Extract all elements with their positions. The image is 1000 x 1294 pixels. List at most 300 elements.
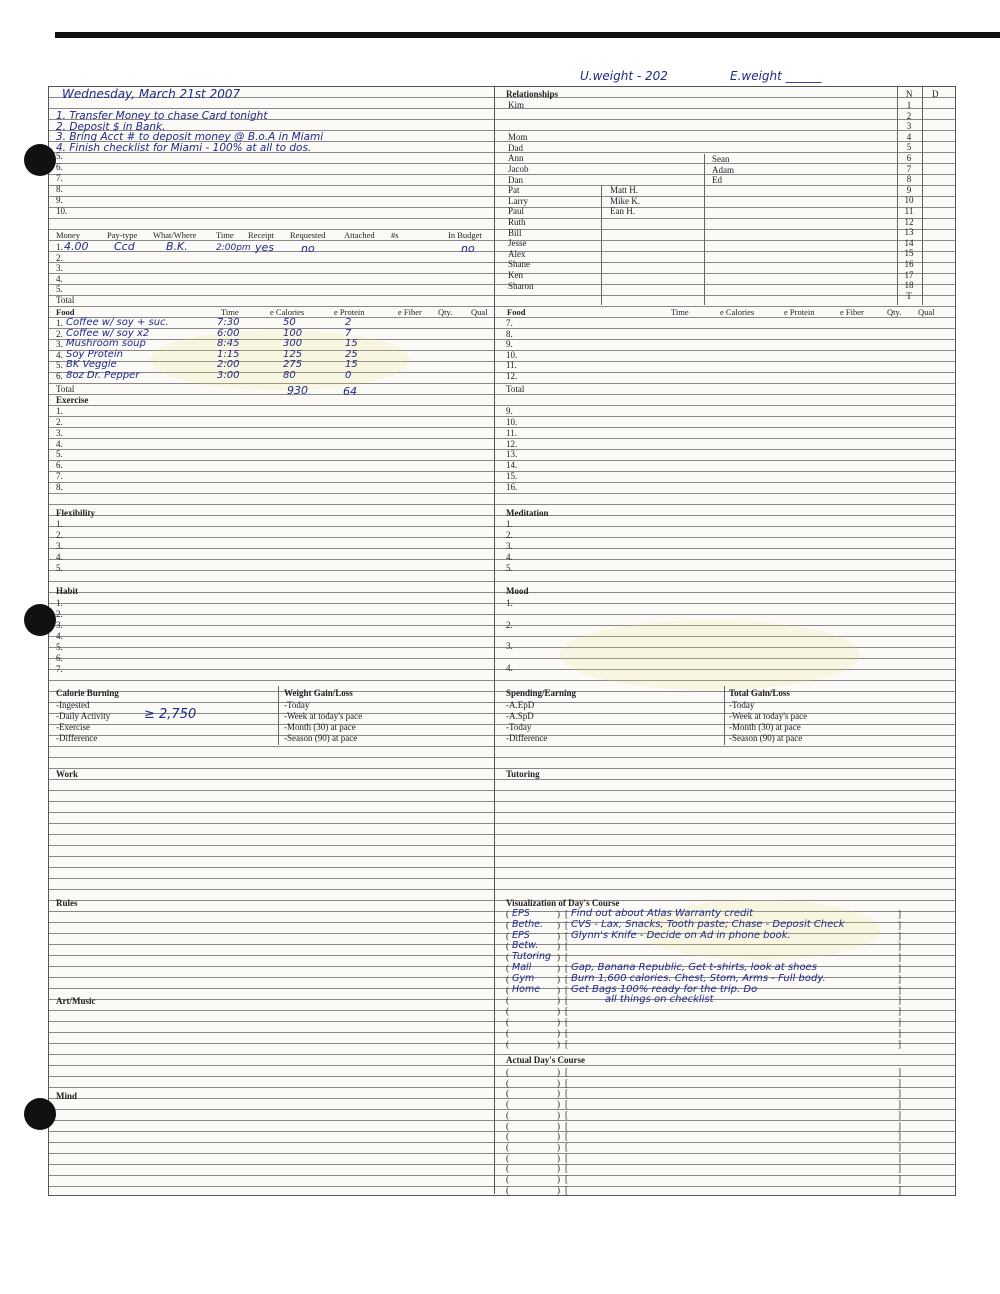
paren-open: (: [506, 919, 509, 930]
bracket-close: ]: [898, 973, 901, 984]
food-header: e Calories: [720, 307, 755, 317]
viz-text: Burn 1,600 calories. Chest, Stom, Arms - Full body.: [571, 972, 826, 984]
bracket-close: ]: [898, 1006, 901, 1017]
viz-text: Find out about Atlas Warranty credit: [571, 908, 754, 919]
bracket-open: [: [565, 1067, 568, 1077]
contact-number: 1: [906, 100, 912, 110]
contact-name: Matt H.: [610, 185, 638, 195]
bracket-close: ]: [898, 909, 901, 919]
bracket-open: [: [565, 930, 568, 941]
food-header: e Protein: [334, 307, 365, 317]
money-header: What/Where: [153, 230, 197, 240]
paren-close: ): [557, 919, 560, 930]
habit-row: 2.: [56, 609, 63, 619]
viz-place: Betw.: [512, 940, 539, 952]
meditation-row: 5.: [506, 562, 513, 573]
food-time: 3:00: [217, 370, 240, 381]
bracket-close: ]: [898, 984, 901, 995]
flexibility-row: 4.: [56, 551, 63, 562]
contact-name: Dad: [508, 142, 523, 153]
spending-row: -Difference: [506, 733, 548, 743]
exercise-row: 5.: [56, 449, 63, 460]
food-row: 5.: [56, 360, 63, 371]
contact-number: 13: [904, 227, 914, 238]
money-amount: 4.00: [64, 240, 89, 253]
exercise-row: 12.: [506, 438, 518, 449]
paren-close: ): [557, 1088, 560, 1099]
contact-number: 17: [904, 269, 914, 280]
bracket-close: ]: [898, 1141, 901, 1152]
paper-stain: [560, 620, 860, 690]
paren-close: ): [557, 1067, 560, 1077]
money-header: #s: [391, 230, 399, 240]
bracket-open: [: [565, 1038, 568, 1049]
food-time: 7:30: [217, 317, 240, 328]
exercise-row: 16.: [506, 481, 518, 492]
money-row: 2.: [56, 252, 63, 263]
paren-close: ): [557, 1077, 560, 1088]
food-total: Total: [56, 384, 75, 394]
bracket-close: ]: [898, 995, 901, 1006]
paren-open: (: [506, 1027, 509, 1038]
food-item: Coffee w/ soy x2: [66, 327, 150, 339]
total-gain-row: -Week at today's pace: [729, 711, 808, 721]
paper-stain: [150, 327, 410, 390]
weight-row: -Week at today's pace: [284, 711, 363, 721]
paren-open: (: [506, 984, 509, 995]
total-gain-row: -Today: [729, 700, 755, 710]
food-time: 1:15: [217, 348, 240, 360]
e-weight: E.weight ______: [730, 69, 822, 83]
contact-name: Ken: [508, 270, 523, 280]
viz-place: EPS: [512, 929, 530, 941]
food-protein: 7: [345, 327, 352, 339]
weight-row: -Month (30) at pace: [284, 722, 356, 732]
money-receipt: yes: [255, 241, 275, 254]
money-where: B.K.: [166, 240, 188, 253]
food-total: Total: [506, 384, 525, 394]
money-row: 1.: [56, 242, 63, 252]
exercise-row: 14.: [506, 460, 518, 471]
exercise-row: 11.: [506, 427, 517, 438]
bracket-close: ]: [898, 1088, 901, 1099]
paren-open: (: [506, 1017, 509, 1027]
paren-open: (: [506, 1141, 509, 1152]
bracket-open: [: [565, 952, 568, 963]
paren-close: ): [557, 1017, 560, 1027]
weight-row: -Today: [284, 700, 310, 710]
food-row: 3.: [56, 339, 63, 350]
bracket-close: ]: [898, 1038, 901, 1049]
actual-title: Actual Day's Course: [506, 1055, 585, 1065]
bracket-open: [: [565, 984, 568, 995]
food-item: Mushroom soup: [66, 338, 146, 350]
task-item: 10.: [56, 205, 68, 216]
bracket-close: ]: [898, 1017, 901, 1027]
contact-name: Larry: [508, 195, 528, 206]
money-budget: no: [461, 242, 475, 255]
bracket-close: ]: [898, 952, 901, 963]
food-row: 8.: [506, 328, 513, 339]
spending-row: -A.SpD: [506, 711, 534, 721]
weight-row: -Season (90) at pace: [284, 733, 358, 743]
paren-open: (: [506, 1067, 509, 1077]
exercise-row: 4.: [56, 438, 63, 449]
work-title: Work: [56, 769, 79, 779]
paren-close: ): [557, 1038, 560, 1049]
food-header: Time: [221, 307, 239, 317]
paren-open: (: [506, 973, 509, 984]
paren-close: ): [557, 1006, 560, 1017]
bracket-open: [: [565, 1152, 568, 1163]
paren-open: (: [506, 1038, 509, 1049]
paren-close: ): [557, 1109, 560, 1120]
food-header: e Fiber: [398, 307, 422, 317]
bracket-close: ]: [898, 941, 901, 952]
food-header: Time: [671, 307, 689, 317]
bracket-open: [: [565, 1184, 568, 1195]
art-music-title: Art/Music: [56, 996, 96, 1006]
grid-line: [724, 686, 725, 745]
task-item: 9.: [56, 194, 63, 205]
contact-name: Mom: [508, 132, 528, 143]
flexibility-row: 5.: [56, 562, 63, 573]
bracket-open: [: [565, 1017, 568, 1027]
contact-number: 2: [906, 110, 912, 121]
food-calories: 275: [283, 359, 303, 371]
food-item: 8oz Dr. Pepper: [66, 370, 140, 381]
viz-text: Gap, Banana Republic, Get t-shirts, look at shoes: [571, 962, 817, 973]
food-calories: 100: [283, 327, 303, 339]
viz-place: Home: [512, 983, 541, 995]
bracket-open: [: [565, 1109, 568, 1120]
paren-open: (: [506, 1152, 509, 1163]
contact-number: 10: [904, 195, 914, 206]
food-protein: 0: [345, 370, 352, 381]
viz-text: all things on checklist: [605, 994, 714, 1006]
center-divider: [494, 86, 495, 1194]
paren-close: ): [557, 1152, 560, 1163]
contact-number: 18: [904, 280, 914, 291]
total-gain-title: Total Gain/Loss: [729, 688, 790, 698]
money-header: Pay-type: [107, 230, 138, 240]
grid-line: [922, 86, 923, 305]
food-row: 6.: [56, 371, 63, 381]
food-total-protein: 64: [343, 385, 357, 398]
bracket-close: ]: [898, 1174, 901, 1184]
bracket-close: ]: [898, 1077, 901, 1088]
paren-open: (: [506, 1131, 509, 1142]
contact-name: Dan: [508, 174, 523, 185]
contact-number: 14: [904, 237, 914, 248]
u-weight: U.weight - 202: [580, 69, 668, 83]
mind-title: Mind: [56, 1091, 78, 1101]
exercise-row: 10.: [506, 416, 518, 427]
daily-activity-value: ≥ 2,750: [144, 707, 197, 722]
bracket-open: [: [565, 1131, 568, 1142]
paren-close: ): [557, 1027, 560, 1038]
food-time: 2:00: [217, 359, 240, 371]
bracket-open: [: [565, 963, 568, 973]
viz-text: CVS - Lax, Snacks, Tooth paste; Chase - Deposit Check: [571, 918, 845, 930]
binder-hole: [24, 144, 56, 176]
paren-open: (: [506, 1174, 509, 1184]
viz-place: EPS: [512, 908, 530, 919]
bracket-close: ]: [898, 1099, 901, 1110]
contact-name: Ed: [712, 175, 722, 186]
contact-name: Kim: [508, 100, 525, 110]
bracket-open: [: [565, 995, 568, 1006]
relationships-title: Relationships: [506, 89, 559, 99]
viz-text: Get Bags 100% ready for the trip. Do: [571, 983, 758, 995]
task-item: 7.: [56, 173, 63, 183]
paren-open: (: [506, 1088, 509, 1099]
bracket-close: ]: [898, 1184, 901, 1195]
exercise-row: 1.: [56, 406, 63, 416]
contact-name: Adam: [712, 164, 734, 175]
exercise-row: 7.: [56, 471, 63, 482]
bracket-close: ]: [898, 1067, 901, 1077]
food-calories: 80: [283, 370, 296, 381]
bracket-close: ]: [898, 1109, 901, 1120]
bracket-open: [: [565, 1141, 568, 1152]
contact-name: Shane: [508, 259, 530, 270]
food-calories: 125: [283, 348, 303, 360]
rules-title: Rules: [56, 898, 78, 908]
contact-number: 6: [906, 153, 912, 163]
task-item: 4. Finish checklist for Miami - 100% at all to dos.: [56, 141, 312, 154]
exercise-row: 3.: [56, 427, 63, 438]
paren-close: ): [557, 1131, 560, 1142]
habit-row: 4.: [56, 631, 63, 641]
food-header: Food: [56, 307, 75, 317]
task-item: 5.: [56, 151, 63, 162]
food-row: 1.: [56, 318, 63, 328]
food-header: Qual: [918, 307, 935, 317]
money-paytype: Ccd: [114, 240, 135, 253]
food-row: 2.: [56, 328, 63, 339]
paren-close: ): [557, 1141, 560, 1152]
money-total: Total: [56, 295, 75, 305]
food-calories: 300: [283, 338, 303, 350]
paren-open: (: [506, 1099, 509, 1110]
bracket-open: [: [565, 1088, 568, 1099]
money-header: Requested: [290, 230, 326, 240]
food-row: 7.: [506, 318, 513, 328]
contact-name: Mike K.: [610, 195, 640, 206]
col-n: N: [906, 89, 913, 99]
spending-row: -A.EpD: [506, 700, 535, 710]
grid-line: [704, 154, 705, 305]
food-row: 11.: [506, 360, 517, 371]
calorie-burning-title: Calorie Burning: [56, 688, 119, 698]
exercise-row: 13.: [506, 449, 518, 460]
meditation-title: Meditation: [506, 508, 549, 518]
habit-row: 6.: [56, 653, 63, 663]
paren-close: ): [557, 963, 560, 973]
food-header: Food: [507, 307, 526, 317]
contact-name: Ruth: [508, 217, 526, 227]
food-item: BK Veggie: [66, 359, 117, 371]
meditation-row: 1.: [506, 519, 513, 529]
viz-place: Tutoring: [512, 951, 552, 963]
money-header: Time: [216, 230, 234, 240]
food-total-calories: 930: [287, 384, 308, 397]
contact-name: Jesse: [508, 238, 527, 249]
paren-close: ): [557, 973, 560, 984]
contact-number: 11: [904, 206, 914, 216]
exercise-row: 8.: [56, 481, 63, 492]
bracket-open: [: [565, 1077, 568, 1088]
flexibility-row: 3.: [56, 540, 63, 551]
task-item: 8.: [56, 183, 63, 194]
task-item: 3. Bring Acct # to deposit money @ B.o.A in Miami: [56, 131, 324, 144]
food-protein: 2: [345, 317, 352, 328]
scan-top-edge: [55, 32, 1000, 38]
viz-place: Gym: [512, 972, 535, 984]
paren-close: ): [557, 952, 560, 963]
task-item: 2. Deposit $ in Bank.: [56, 120, 166, 133]
habit-row: 7.: [56, 664, 63, 674]
paren-close: ): [557, 1099, 560, 1110]
bracket-open: [: [565, 1027, 568, 1038]
bracket-open: [: [565, 909, 568, 919]
food-row: 9.: [506, 339, 513, 350]
grid-line: [601, 185, 602, 305]
paren-open: (: [506, 1006, 509, 1017]
bracket-close: ]: [898, 1163, 901, 1174]
visualization-title: Visualization of Day's Course: [506, 898, 620, 908]
bracket-close: ]: [898, 963, 901, 973]
contact-number: T: [906, 290, 912, 301]
paren-open: (: [506, 1163, 509, 1174]
bracket-close: ]: [898, 919, 901, 930]
food-time: 6:00: [217, 327, 240, 339]
contact-number: 4: [906, 131, 912, 142]
grid-line: [278, 686, 279, 745]
contact-number: 8: [906, 174, 912, 185]
money-header: Receipt: [248, 230, 274, 240]
habit-row: 5.: [56, 642, 63, 652]
calorie-row: -Ingested: [56, 700, 90, 710]
paren-open: (: [506, 963, 509, 973]
flexibility-row: 2.: [56, 529, 63, 540]
date-heading: Wednesday, March 21st 2007: [62, 87, 241, 101]
bracket-open: [: [565, 1163, 568, 1174]
total-gain-row: -Season (90) at pace: [729, 733, 803, 743]
contact-name: Ann: [508, 153, 524, 164]
food-item: Soy Protein: [66, 348, 124, 360]
contact-name: Bill: [508, 227, 522, 238]
spending-row: -Today: [506, 722, 532, 732]
binder-hole: [24, 604, 56, 636]
paren-open: (: [506, 995, 509, 1006]
habit-title: Habit: [56, 586, 79, 596]
contact-number: 3: [906, 121, 912, 132]
food-header: e Calories: [270, 307, 305, 317]
meditation-row: 4.: [506, 551, 513, 562]
bracket-open: [: [565, 941, 568, 952]
paren-open: (: [506, 1120, 509, 1131]
paren-open: (: [506, 909, 509, 919]
paren-open: (: [506, 1077, 509, 1088]
bracket-open: [: [565, 1174, 568, 1184]
paren-close: ): [557, 1174, 560, 1184]
mood-row: 3.: [506, 641, 513, 651]
bracket-close: ]: [898, 1152, 901, 1163]
paren-close: ): [557, 930, 560, 941]
task-item: 1. Transfer Money to chase Card tonight: [56, 110, 268, 122]
calorie-row: -Difference: [56, 733, 98, 743]
contact-number: 5: [906, 142, 912, 153]
food-row: 12.: [506, 371, 518, 381]
bracket-close: ]: [898, 1131, 901, 1142]
money-row: 3.: [56, 263, 63, 274]
paren-close: ): [557, 1184, 560, 1195]
tutoring-title: Tutoring: [506, 769, 540, 779]
paren-open: (: [506, 930, 509, 941]
food-item: Coffee w/ soy + suc.: [66, 317, 169, 328]
paren-open: (: [506, 1184, 509, 1195]
mood-row: 1.: [506, 598, 513, 608]
contact-number: 7: [906, 163, 912, 174]
contact-name: Sean: [712, 154, 730, 164]
contact-name: Sharon: [508, 280, 534, 291]
bracket-open: [: [565, 919, 568, 930]
food-header: Qty.: [887, 307, 902, 317]
exercise-title: Exercise: [56, 395, 89, 405]
contact-number: 9: [906, 184, 912, 195]
mood-row: 2.: [506, 619, 513, 630]
paren-close: ): [557, 1163, 560, 1174]
bracket-close: ]: [898, 930, 901, 941]
contact-name: Alex: [508, 248, 526, 259]
exercise-row: 9.: [506, 406, 513, 416]
bracket-close: ]: [898, 1027, 901, 1038]
contact-name: Paul: [508, 206, 525, 217]
paren-open: (: [506, 952, 509, 963]
money-requested: no: [301, 242, 315, 255]
money-row: 4.: [56, 273, 63, 284]
contact-number: 12: [904, 216, 914, 227]
paren-open: (: [506, 941, 509, 952]
mood-row: 4.: [506, 662, 513, 673]
exercise-row: 15.: [506, 471, 518, 482]
contact-name: Ean H.: [610, 206, 635, 217]
exercise-row: 2.: [56, 416, 63, 427]
food-protein: 25: [345, 348, 358, 360]
calorie-row: -Daily Activity: [56, 711, 111, 721]
task-item: 6.: [56, 162, 63, 173]
total-gain-row: -Month (30) at pace: [729, 722, 801, 732]
spending-title: Spending/Earning: [506, 688, 577, 698]
food-header: Qual: [471, 307, 488, 317]
bracket-open: [: [565, 973, 568, 984]
mood-title: Mood: [506, 586, 529, 596]
paren-close: ): [557, 909, 560, 919]
food-protein: 15: [345, 359, 358, 371]
weight-gain-title: Weight Gain/Loss: [284, 688, 353, 698]
meditation-row: 2.: [506, 529, 513, 540]
contact-number: 16: [904, 259, 914, 269]
habit-row: 3.: [56, 620, 63, 630]
contact-number: 15: [904, 248, 914, 259]
food-header: e Protein: [784, 307, 815, 317]
viz-place: Mall: [512, 962, 532, 973]
food-protein: 15: [345, 338, 358, 350]
paren-close: ): [557, 1120, 560, 1131]
food-header: e Fiber: [840, 307, 864, 317]
